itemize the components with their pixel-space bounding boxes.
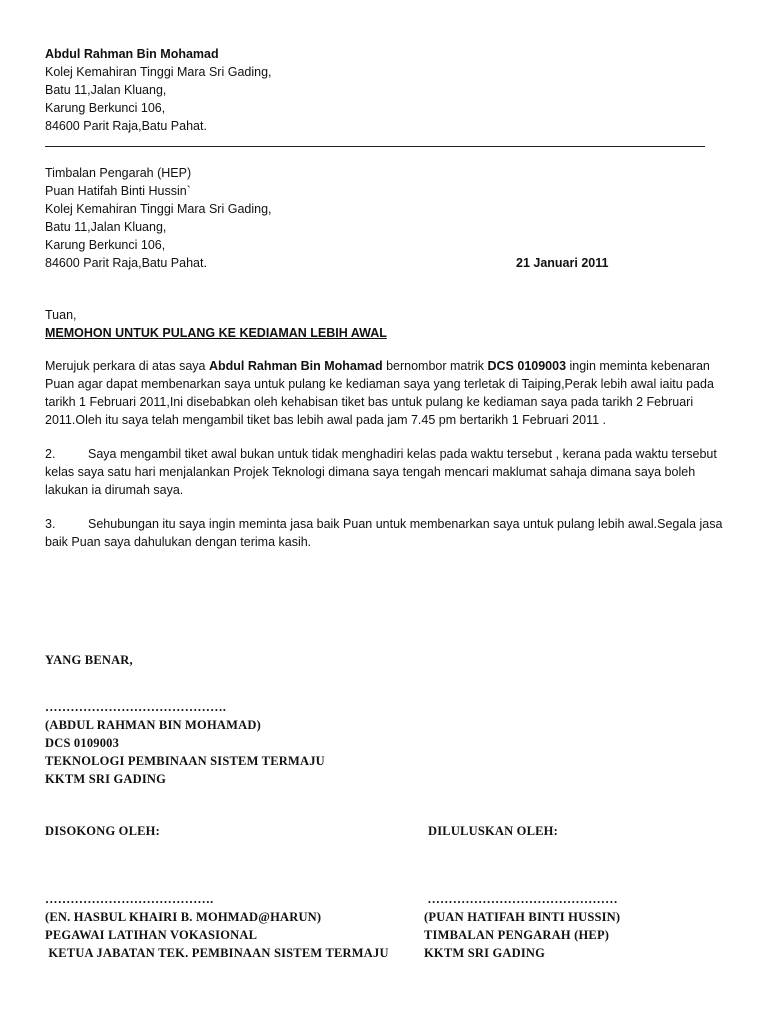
recipient-line: Batu 11,Jalan Kluang, <box>45 220 167 234</box>
supporter-name: (EN. HASBUL KHAIRI B. MOHMAD@HARUN) <box>45 910 322 924</box>
para1-text: bernombor matrik <box>382 359 488 373</box>
approver-name: (PUAN HATIFAH BINTI HUSSIN) <box>424 910 621 924</box>
separator-rule <box>45 146 705 147</box>
sender-line: 84600 Parit Raja,Batu Pahat. <box>45 119 207 133</box>
approver-institution: KKTM SRI GADING <box>424 946 546 960</box>
signature-institution: KKTM SRI GADING <box>45 772 167 786</box>
signature-matric: DCS 0109003 <box>45 736 120 750</box>
signature-block <box>45 698 325 788</box>
supporter-department: KETUA JABATAN TEK. PEMBINAAN SISTEM TERMAJU <box>45 946 389 960</box>
recipient-line: Puan Hatifah Binti Hussin` <box>45 184 191 198</box>
paragraph-3 <box>45 515 725 551</box>
para1-name: Abdul Rahman Bin Mohamad <box>208 359 383 373</box>
para1-matric: DCS 0109003 <box>487 359 567 373</box>
closing: YANG BENAR, <box>45 653 133 667</box>
supporter-block <box>45 890 389 962</box>
subject-line: MEMOHON UNTUK PULANG KE KEDIAMAN LEBIH AWAL <box>45 326 387 340</box>
approver-position: TIMBALAN PENGARAH (HEP) <box>424 928 610 942</box>
paragraph-1 <box>45 357 725 429</box>
signature-name: (ABDUL RAHMAN BIN MOHAMAD) <box>45 718 261 732</box>
paragraph-2 <box>45 445 725 499</box>
para2-number: 2. <box>45 447 56 461</box>
letter-date: 21 Januari 2011 <box>516 256 609 270</box>
signature-program: TEKNOLOGI PEMBINAAN SISTEM TERMAJU <box>45 754 325 768</box>
recipient-line: 84600 Parit Raja,Batu Pahat. <box>45 256 207 270</box>
sender-line: Karung Berkunci 106, <box>45 101 166 115</box>
approver-label: DILULUSKAN OLEH: <box>428 824 558 838</box>
approver-block <box>424 890 620 962</box>
supporter-dots: …………………………………. <box>45 892 214 906</box>
para3-text: Sehubungan itu saya ingin meminta jasa baik Puan untuk membenarkan saya untuk pulang lebih awal.Segala jasa baik Puan saya dahulukan dengan terima kasih. <box>45 517 723 549</box>
supporter-position: PEGAWAI LATIHAN VOKASIONAL <box>45 928 258 942</box>
supporter-label: DISOKONG OLEH: <box>45 824 160 838</box>
sender-line: Kolej Kemahiran Tinggi Mara Sri Gading, <box>45 65 272 79</box>
sender-address <box>45 45 272 135</box>
para1-text: Merujuk perkara di atas saya <box>45 359 209 373</box>
para3-number: 3. <box>45 517 56 531</box>
recipient-address <box>45 164 272 272</box>
approver-dots: ……………………………………… <box>424 892 618 906</box>
sender-name: Abdul Rahman Bin Mohamad <box>45 47 219 61</box>
salutation: Tuan, <box>45 308 77 322</box>
para1-text: ingin meminta kebenaran Puan agar dapat membenarkan saya untuk pulang ke kediaman saya yang terletak di Taiping,Perak lebih awal iaitu pada tarikh 1 Februari 2011,Ini disebabkan oleh kehabisan tiket bas untuk pulang ke kediaman saya pada tarikh 2 Februari 2011.Oleh itu saya telah mengambil tiket bas lebih awal pada jam 7.45 pm bertarikh 1 Februari 2011 . <box>45 359 714 427</box>
recipient-title: Timbalan Pengarah (HEP) <box>45 166 192 180</box>
recipient-line: Karung Berkunci 106, <box>45 238 166 252</box>
signature-dots: ……………………………………. <box>45 700 227 714</box>
recipient-line: Kolej Kemahiran Tinggi Mara Sri Gading, <box>45 202 272 216</box>
para2-text: Saya mengambil tiket awal bukan untuk tidak menghadiri kelas pada waktu tersebut , kerana pada waktu tersebut kelas saya satu hari menjalankan Projek Teknologi dimana saya tengah mencari maklumat sahaja dimana saya boleh lakukan ia dirumah saya. <box>45 447 717 497</box>
sender-line: Batu 11,Jalan Kluang, <box>45 83 167 97</box>
